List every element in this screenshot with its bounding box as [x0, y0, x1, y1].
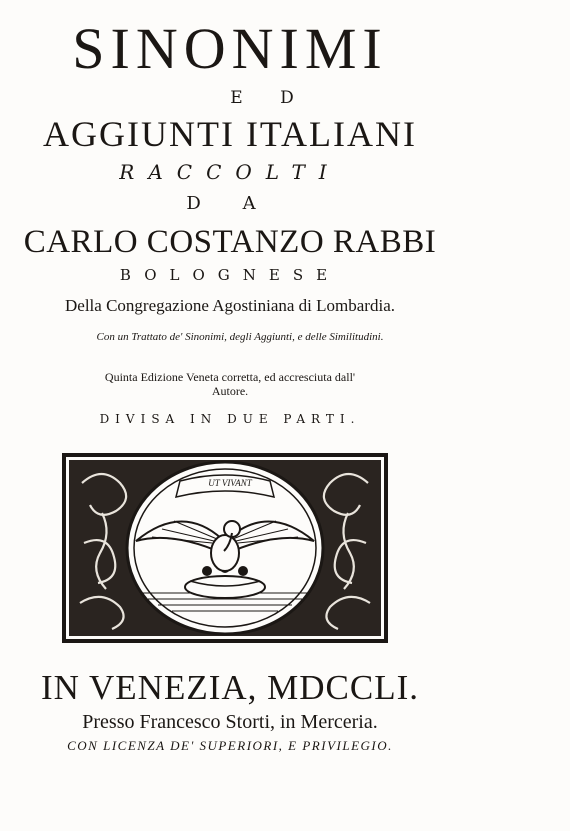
imprint-printer: Presso Francesco Storti, in Merceria. [82, 711, 378, 733]
treatise-note: Con un Trattato de' Sinonimi, degli Aggiunti, e delle Similitudini. [96, 331, 384, 343]
emblem-motto: UT VIVANT [208, 478, 252, 488]
by-label: D A [186, 193, 274, 214]
parts-note: DIVISA IN DUE PARTI. [99, 412, 361, 426]
imprint-place-date: IN VENEZIA, MDCCLI. [40, 668, 420, 707]
book-subtitle: AGGIUNTI ITALIANI [42, 114, 417, 154]
collected-label: RACCOLTI [119, 160, 341, 184]
title-conjunction: E D [230, 88, 310, 108]
imprint-license: CON LICENZA DE' SUPERIORI, E PRIVILEGIO. [67, 738, 393, 753]
edition-note: Quinta Edizione Veneta corretta, ed accresciuta dall' Autore. [104, 370, 356, 398]
book-title: SINONIMI [72, 16, 388, 81]
author-origin: BOLOGNESE [119, 266, 341, 284]
author-name: CARLO COSTANZO RABBI [23, 224, 437, 260]
printer-emblem [62, 453, 388, 643]
author-congregation: Della Congregazione Agostiniana di Lombardia. [65, 296, 395, 315]
